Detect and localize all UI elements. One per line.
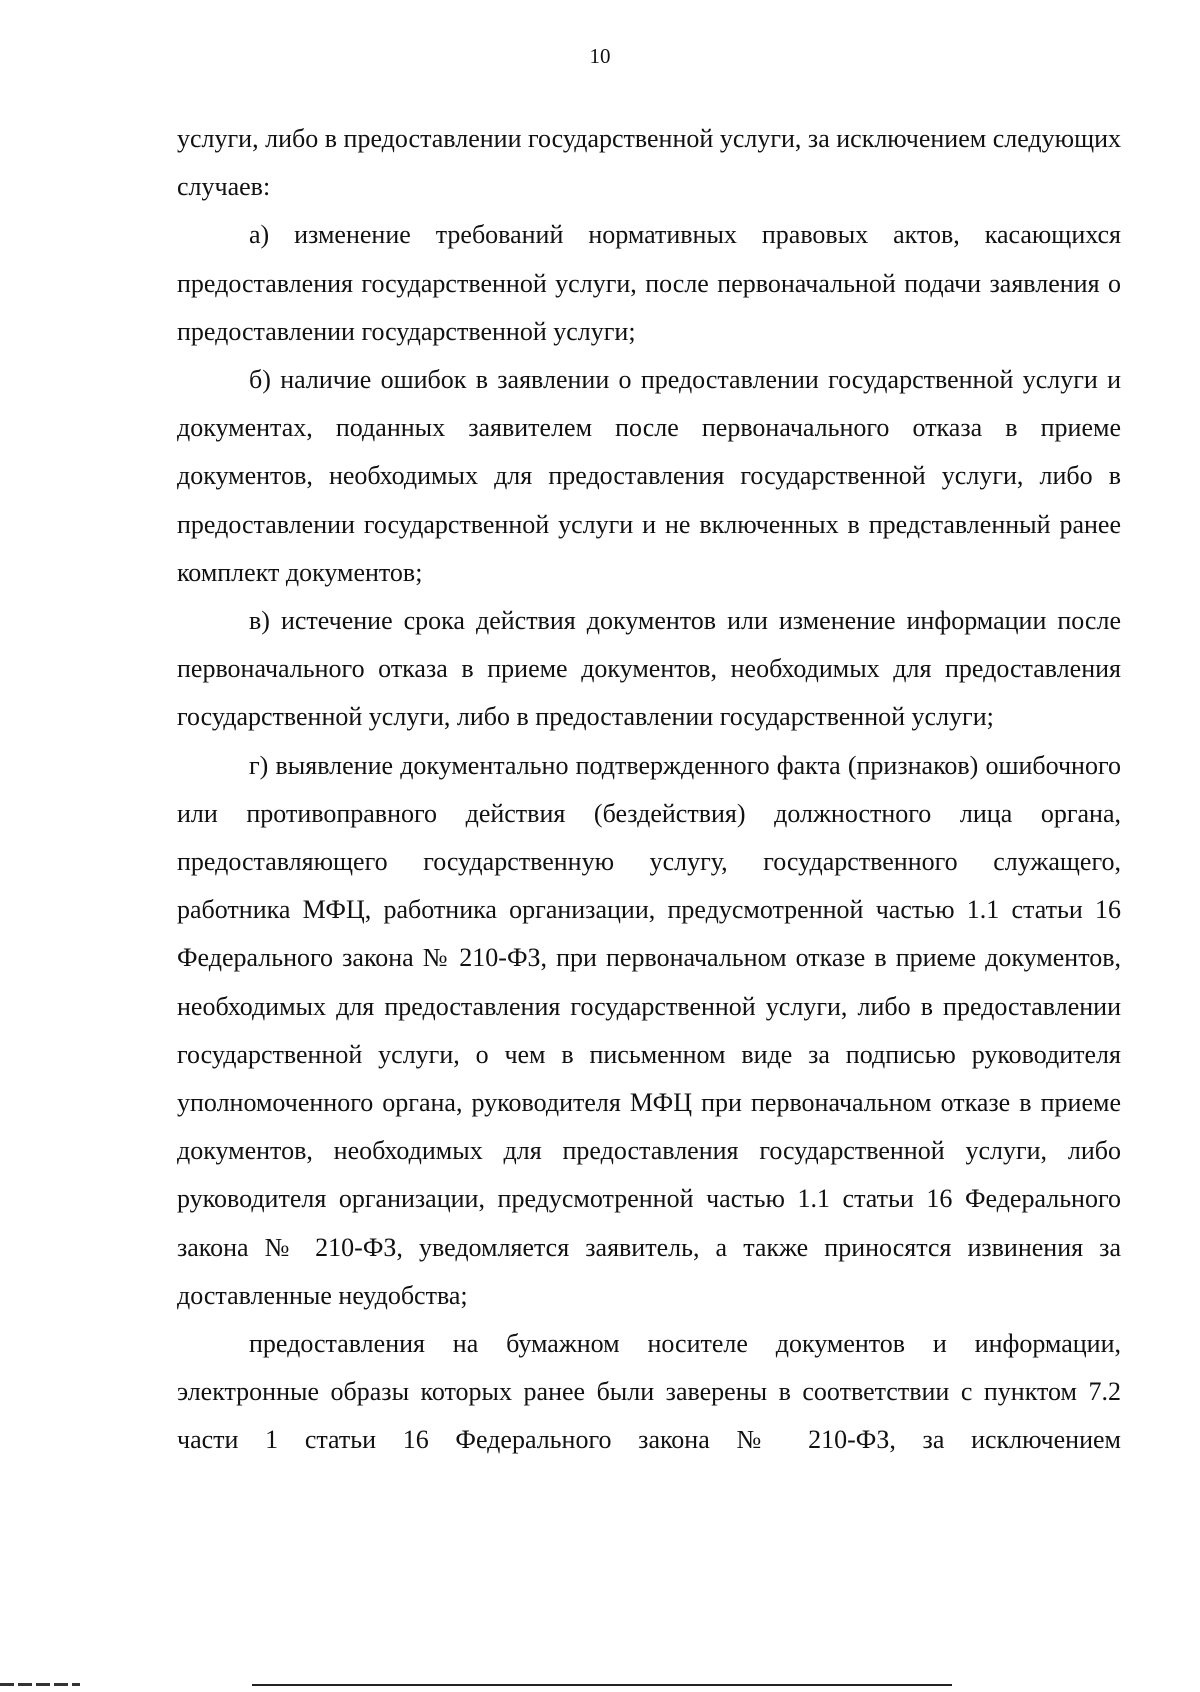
paragraph-item-g: г) выявление документально подтвержденного факта (признаков) ошибочного или противоправного действия (бездействия) должностного лица органа, предоставляющего государственную услугу, государственного служащего, работника МФЦ, работника организации, предусмотренной частью 1.1 статьи 16 Федерального закона № 210-ФЗ, при первоначальном отказе в приеме документов, необходимых для предоставления государственной услуги, либо в предоставлении государственной услуги, о чем в письменном виде за подписью руководителя уполномоченного органа, руководителя МФЦ при первоначальном отказе в приеме документов, необходимых для предоставления государственной услуги, либо руководителя организации, предусмотренной частью 1.1 статьи 16 Федерального закона № 210-ФЗ, уведомляется заявитель, а также приносятся извинения за доставленные неудобства; (177, 750, 1121, 1310)
paragraph-item-b: б) наличие ошибок в заявлении о предоставлении государственной услуги и документах, поданных заявителем после первоначального отказа в приеме документов, необходимых для предоставления государственной услуги, либо в предоставлении государственной услуги и не включенных в представленный ранее комплект документов; (177, 365, 1121, 587)
paragraph-item-v: в) истечение срока действия документов или изменение информации после первоначального отказа в приеме документов, необходимых для предоставления государственной услуги, либо в предоставлении государственной услуги; (177, 606, 1121, 732)
paragraph-paper-documents: предоставления на бумажном носителе документов и информации, электронные образы которых ранее были заверены в соответствии с пунктом 7.2 части 1 статьи 16 Федерального закона № 210-ФЗ, за исключением (177, 1329, 1121, 1455)
footer-divider (252, 1684, 952, 1686)
paragraph-continuation: услуги, либо в предоставлении государственной услуги, за исключением следующих случаев: (177, 124, 1121, 202)
footer-mark (0, 1683, 80, 1686)
page-number: 10 (589, 44, 611, 68)
document-body (177, 115, 1121, 1465)
paragraph-item-a: а) изменение требований нормативных правовых актов, касающихся предоставления государственной услуги, после первоначальной подачи заявления о предоставлении государственной услуги; (177, 220, 1121, 346)
